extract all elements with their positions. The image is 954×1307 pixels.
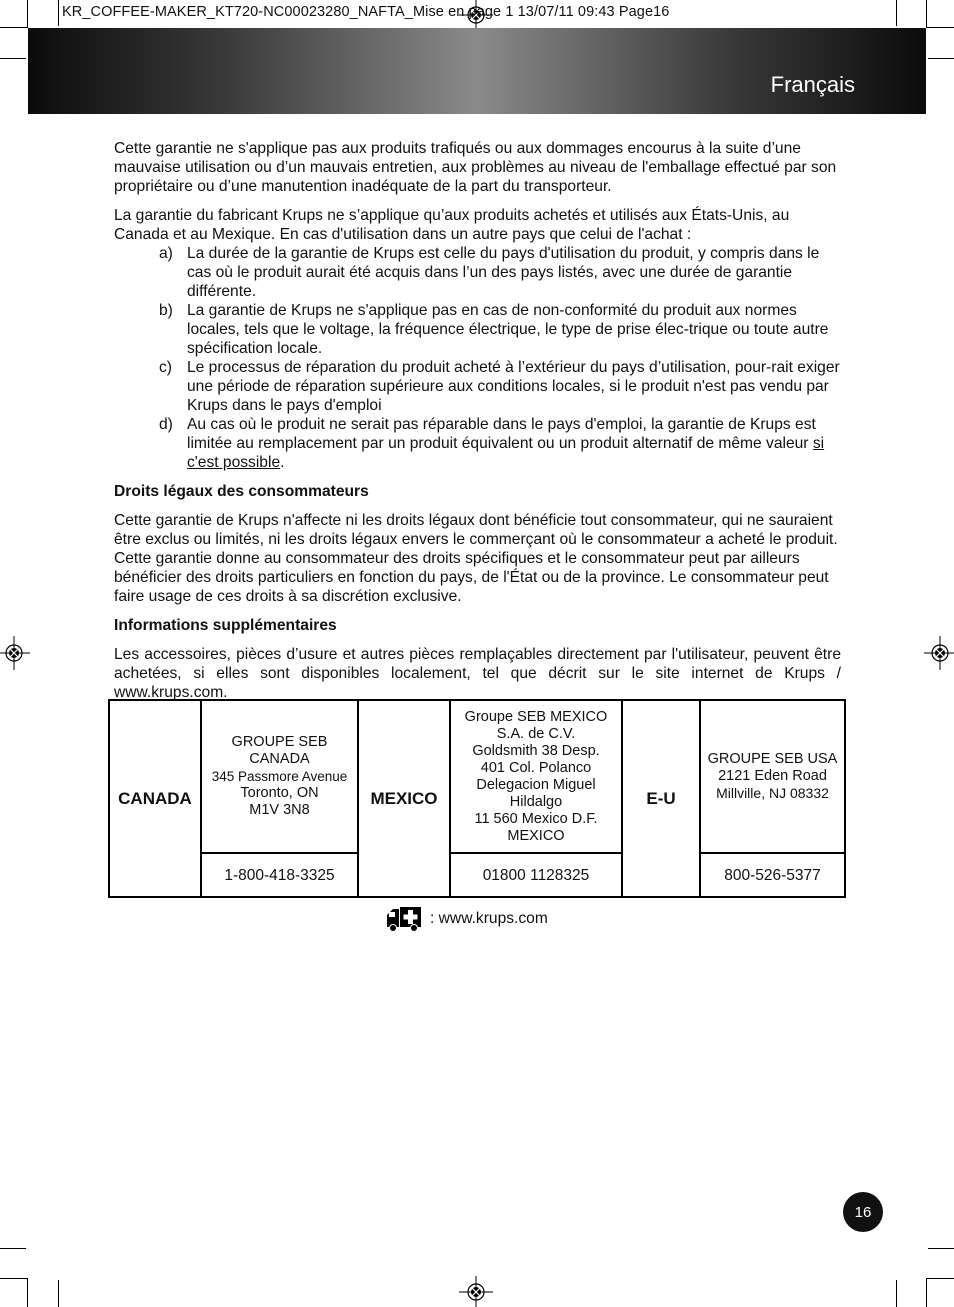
address-canada: GROUPE SEB CANADA 345 Passmore Avenue Toronto, ON M1V 3N8 (201, 700, 358, 853)
registration-mark-icon (459, 1276, 493, 1307)
service-website: : www.krups.com (430, 910, 548, 927)
registration-mark-icon (924, 636, 954, 670)
crop-mark (0, 1278, 28, 1279)
phone-canada: 1-800-418-3325 (201, 853, 358, 897)
phone-usa: 800-526-5377 (700, 853, 845, 897)
crop-mark (926, 27, 954, 28)
registration-mark-icon (0, 636, 30, 670)
crop-mark (0, 58, 26, 59)
paragraph: Cette garantie de Krups n'affecte ni les droits légaux dont bénéficie tout consommateur, qui ne sauraient être exclus ou limités, ni les droits légaux envers le commerçant où le consommateur a acheté le produit. Cette garantie donne au consommateur des droits spécifiques et le consommateur peut par ailleurs bénéficier des droits particuliers en fonction du pays, de l'État ou de la province. Le consommateur peut faire usage de ces droits à sa discrétion exclusive. (114, 512, 838, 605)
country-canada: CANADA (109, 700, 201, 897)
country-mexico: MEXICO (358, 700, 450, 897)
warranty-text (114, 139, 841, 712)
crop-mark (27, 0, 28, 28)
crop-mark (58, 1280, 59, 1307)
address-usa: GROUPE SEB USA 2121 Eden Road Millville, NJ 08332 (700, 700, 845, 853)
crop-mark (0, 27, 28, 28)
list-item: a) La durée de la garantie de Krups est celle du pays d'utilisation du produit, y compris dans le cas où le produit aurait été acquis dans l’un des pays listés, avec une durée de garantie différente. (159, 245, 820, 300)
conditions-list (114, 244, 841, 472)
crop-mark (926, 1278, 927, 1307)
paragraph: La garantie du fabricant Krups ne s’applique qu’aux produits achetés et utilisés aux États-Unis, au Canada et au Mexique. En cas d'utilisation dans un autre pays que celui de l'achat : (114, 207, 790, 243)
print-slug: KR_COFFEE-MAKER_KT720-NC00023280_NAFTA_Mise en page 1 13/07/11 09:43 Page16 (62, 4, 670, 20)
page-number: 16 (843, 1192, 883, 1232)
paragraph: Les accessoires, pièces d’usure et autres pièces remplaçables directement par l'utilisateur, peuvent être achetées, si elles sont disponibles localement, tel que décrit sur le site internet de Krups / www.krups.com. (114, 646, 841, 701)
service-line (386, 906, 548, 932)
crop-mark (896, 0, 897, 26)
service-van-icon (386, 906, 422, 932)
list-item: d) Au cas où le produit ne serait pas réparable dans le pays d'emploi, la garantie de Krups est limitée au remplacement par un produit équivalent ou un produit alternatif de même valeur si c'est possible. (159, 416, 825, 471)
list-item: b) La garantie de Krups ne s'applique pas en cas de non-conformité du produit aux normes locales, tels que le voltage, la fréquence électrique, le type de prise élec-trique ou toute autre spécification locale. (159, 302, 829, 357)
crop-mark (27, 1278, 28, 1307)
underlined-text: si c'est possible (187, 435, 825, 471)
crop-mark (926, 1278, 954, 1279)
language-label: Français (770, 72, 855, 97)
phone-mexico: 01800 1128325 (450, 853, 622, 897)
crop-mark (0, 1248, 26, 1249)
section-heading: Informations supplémentaires (114, 617, 337, 634)
paragraph: Cette garantie ne s'applique pas aux produits trafiqués ou aux dommages encourus à la suite d’une mauvaise utilisation ou d’un mauvais entretien, aux problèmes au niveau de l'emballage effectué par son propriétaire ou d’une manutention inadéquate de la part du transporteur. (114, 140, 837, 195)
section-heading: Droits légaux des consommateurs (114, 483, 369, 500)
list-item: c) Le processus de réparation du produit acheté à l’extérieur du pays d’utilisation, pour-rait exiger une période de réparation supérieure aux conditions locales, si le produit n'est pas vendu par Krups dans le pays d'emploi (159, 359, 840, 414)
crop-mark (926, 0, 927, 28)
header-banner (28, 28, 926, 114)
contact-table (108, 699, 846, 898)
country-usa: E-U (622, 700, 700, 897)
crop-mark (58, 0, 59, 26)
address-mexico: Groupe SEB MEXICO S.A. de C.V. Goldsmith 38 Desp. 401 Col. Polanco Delegacion Miguel Hildalgo 11 560 Mexico D.F. MEXICO (450, 700, 622, 853)
crop-mark (896, 1280, 897, 1307)
crop-mark (928, 58, 954, 59)
crop-mark (928, 1248, 954, 1249)
